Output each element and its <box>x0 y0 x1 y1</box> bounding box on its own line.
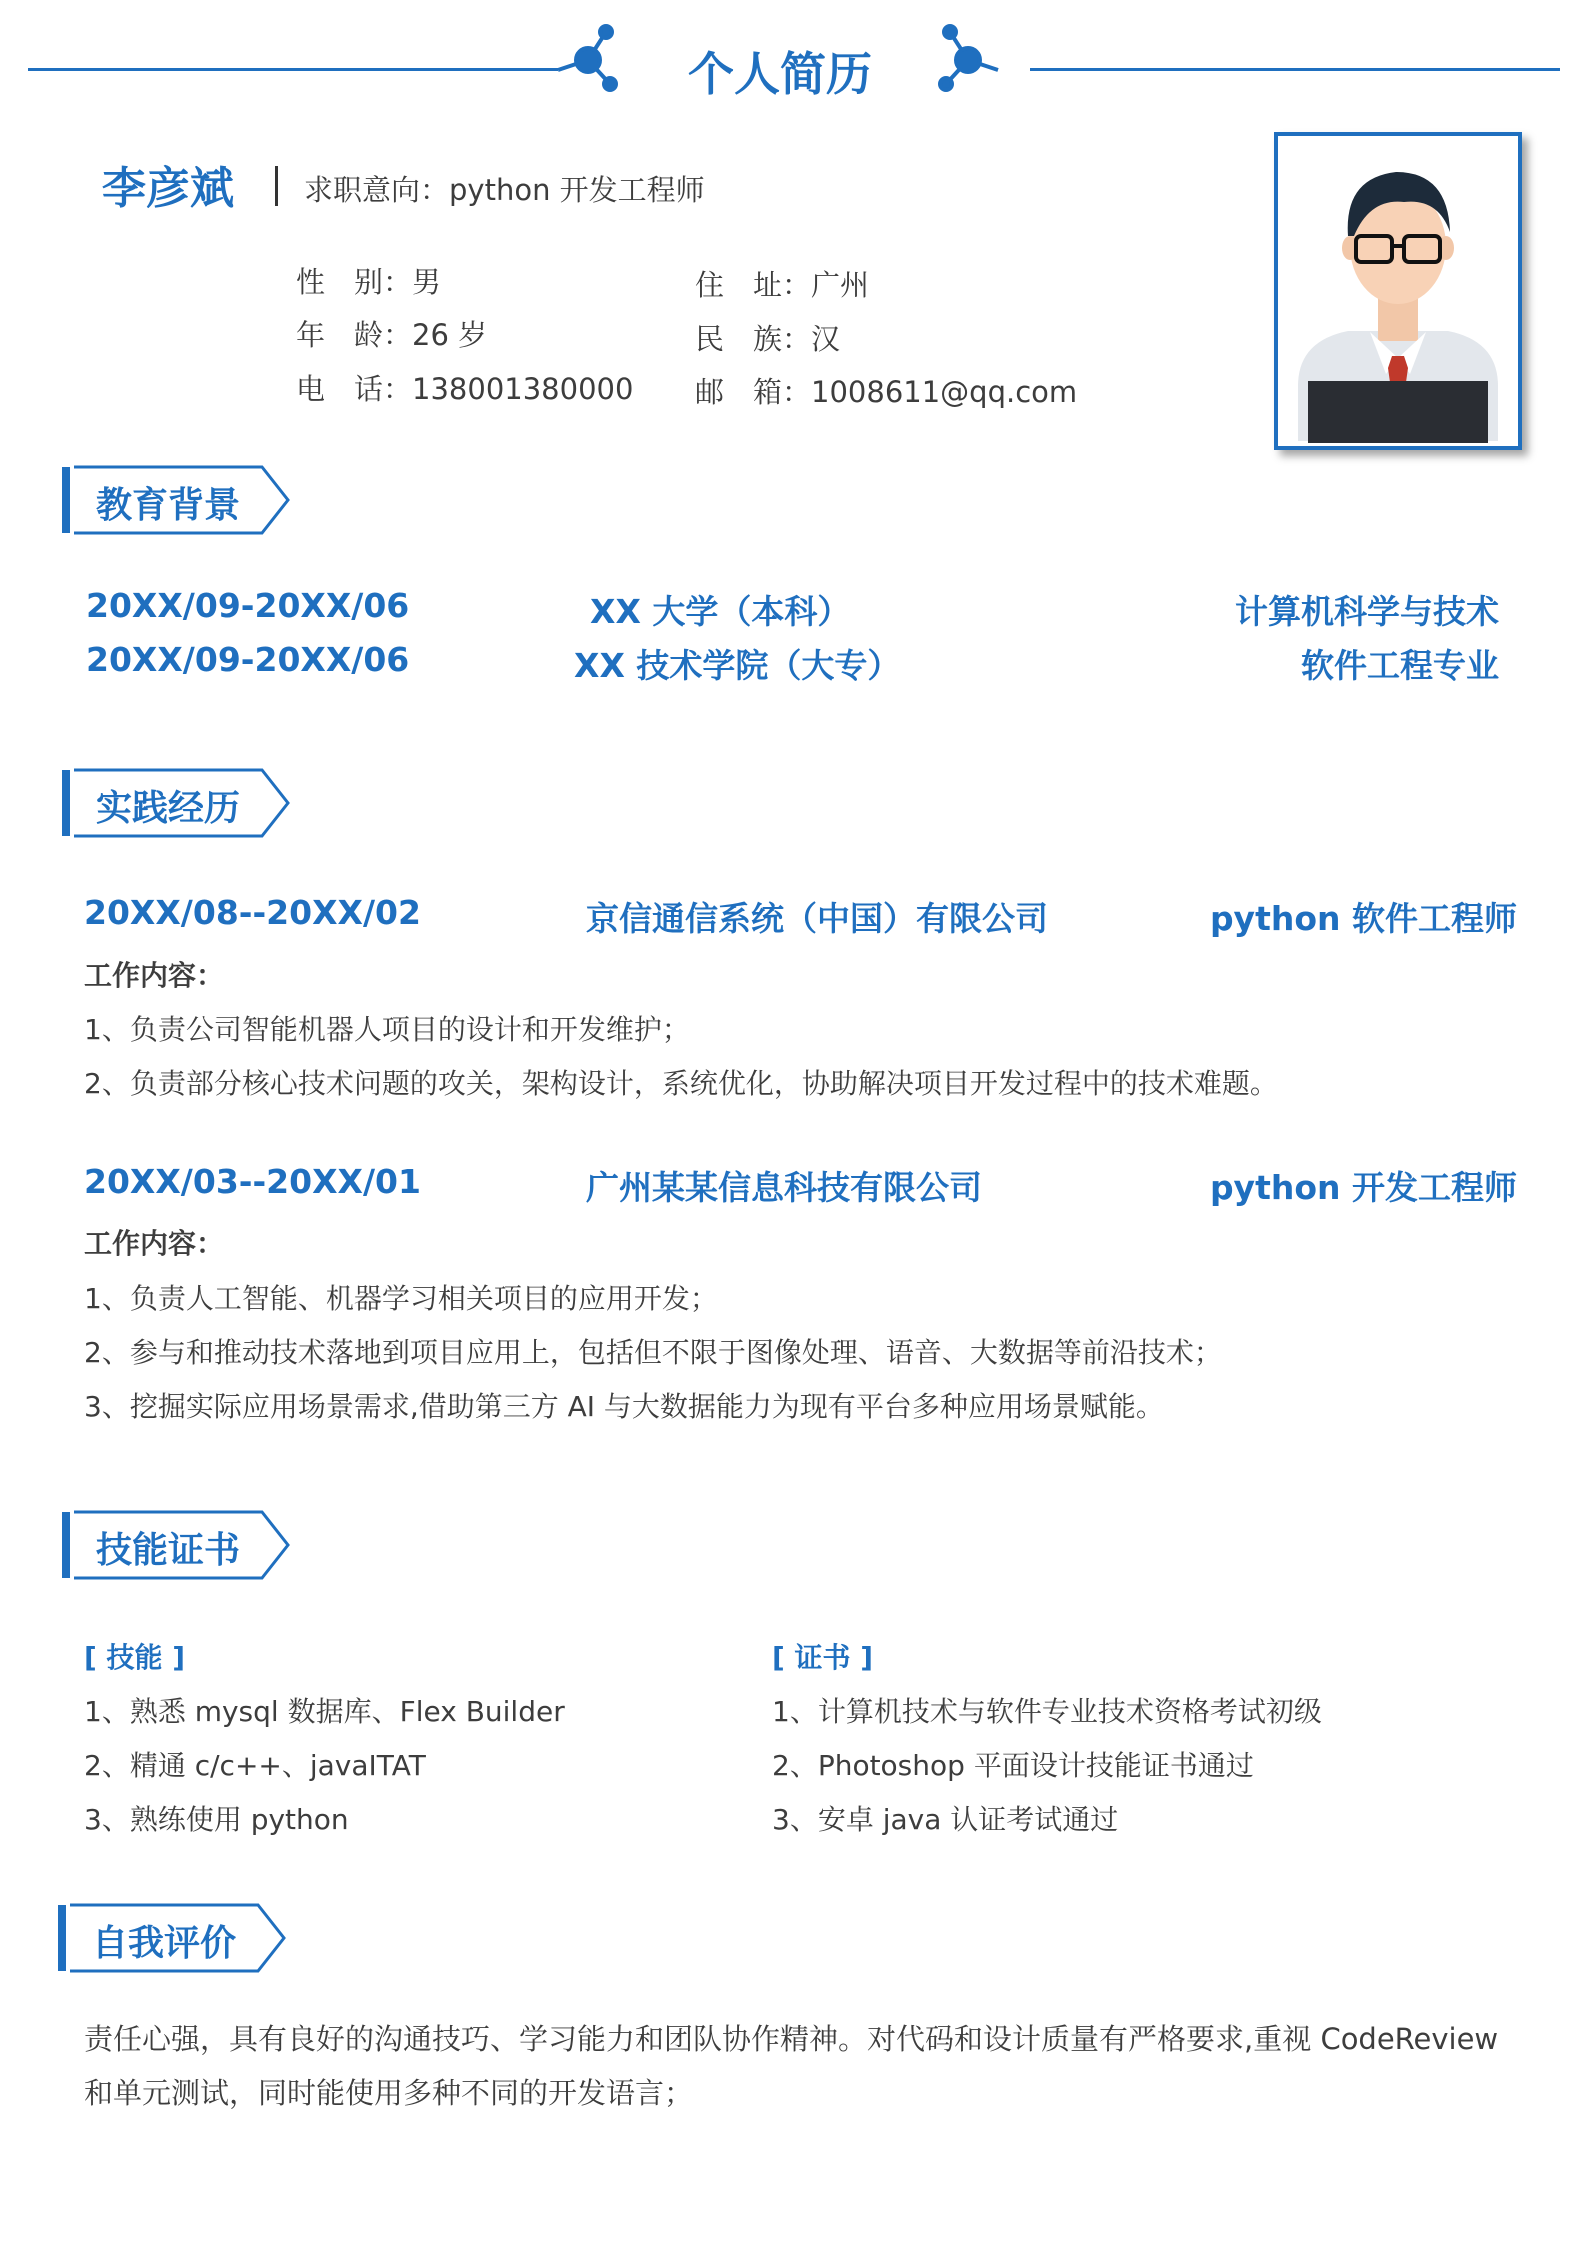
job-role-2: python 开发工程师 <box>1209 1168 1517 1207</box>
cert-item: 3、安卓 java 认证考试通过 <box>772 1803 1119 1836</box>
address-row <box>695 263 869 304</box>
job-content-label-1: 工作内容： <box>84 959 225 992</box>
ethnicity-label: 民 族： <box>695 322 812 356</box>
job-company-2: 广州某某信息科技有限公司 <box>586 1168 982 1207</box>
age-label: 年 龄： <box>296 318 413 352</box>
candidate-name: 李彦斌 <box>102 163 234 214</box>
age-value: 26 岁 <box>412 318 488 352</box>
section-header-skills <box>62 1510 302 1580</box>
job-item: 2、负责部分核心技术问题的攻关，架构设计，系统优化，协助解决项目开发过程中的技术难题。 <box>84 1067 1278 1100</box>
certs-subheading: [ 证书 ] <box>772 1641 874 1674</box>
section-header-self-eval <box>58 1903 298 1973</box>
address-value: 广州 <box>811 268 870 302</box>
age-row <box>296 313 487 354</box>
phone-row <box>296 367 633 408</box>
gender-value: 男 <box>412 265 442 299</box>
skill-item: 1、熟悉 mysql 数据库、Flex Builder <box>84 1695 565 1728</box>
section-title: 技能证书 <box>96 1530 241 1571</box>
gender-label: 性 别： <box>296 265 413 299</box>
gender-row <box>296 260 441 301</box>
job-item: 2、参与和推动技术落地到项目应用上，包括但不限于图像处理、语音、大数据等前沿技术； <box>84 1336 1222 1369</box>
job-intent-label: 求职意向： <box>304 173 450 207</box>
edu-school-1: XX 大学（本科） <box>590 592 851 631</box>
ethnicity-row <box>695 317 840 358</box>
email-row <box>695 370 1077 411</box>
section-title: 实践经历 <box>96 788 241 829</box>
molecule-icon-right <box>928 22 1008 94</box>
edu-period-2: 20XX/09-20XX/06 <box>86 640 410 679</box>
job-item: 3、挖掘实际应用场景需求,借助第三方 AI 与大数据能力为现有平台多种应用场景赋能。 <box>84 1390 1164 1423</box>
skill-item: 3、熟练使用 python <box>84 1803 349 1836</box>
edu-major-2: 软件工程专业 <box>1301 646 1499 685</box>
job-item: 1、负责人工智能、机器学习相关项目的应用开发； <box>84 1282 718 1315</box>
job-intent <box>304 168 705 209</box>
address-label: 住 址： <box>695 268 812 302</box>
edu-period-1: 20XX/09-20XX/06 <box>86 586 410 625</box>
profile-photo <box>1274 132 1522 450</box>
phone-value: 138001380000 <box>412 372 634 406</box>
job-intent-value: python 开发工程师 <box>449 173 705 207</box>
page-title: 个人简历 <box>688 47 872 101</box>
section-title: 教育背景 <box>96 485 241 526</box>
header-line-left <box>28 68 558 71</box>
edu-major-1: 计算机科学与技术 <box>1235 592 1499 631</box>
job-period-2: 20XX/03--20XX/01 <box>84 1162 421 1201</box>
job-content-label-2: 工作内容： <box>84 1227 225 1260</box>
job-company-1: 京信通信系统（中国）有限公司 <box>586 899 1048 938</box>
section-header-education <box>62 465 302 535</box>
phone-label: 电 话： <box>296 372 413 406</box>
self-eval-text: 责任心强，具有良好的沟通技巧、学习能力和团队协作精神。对代码和设计质量有严格要求,重视 CodeReview 和单元测试，同时能使用多种不同的开发语言； <box>84 2022 1499 2110</box>
job-item: 1、负责公司智能机器人项目的设计和开发维护； <box>84 1013 690 1046</box>
ethnicity-value: 汉 <box>811 322 841 356</box>
job-role-1: python 软件工程师 <box>1209 899 1517 938</box>
name-divider <box>275 166 278 206</box>
section-header-experience <box>62 768 302 838</box>
edu-school-2: XX 技术学院（大专） <box>574 646 901 685</box>
avatar-icon <box>1278 136 1518 446</box>
email-value: 1008611@qq.com <box>811 375 1078 409</box>
section-title: 自我评价 <box>92 1923 237 1964</box>
email-label: 邮 箱： <box>695 375 812 409</box>
header-line-right <box>1030 68 1560 71</box>
cert-item: 2、Photoshop 平面设计技能证书通过 <box>772 1749 1254 1782</box>
skill-item: 2、精通 c/c++、javaITAT <box>84 1749 426 1782</box>
molecule-icon-left <box>548 22 628 94</box>
cert-item: 1、计算机技术与软件专业技术资格考试初级 <box>772 1695 1322 1728</box>
job-period-1: 20XX/08--20XX/02 <box>84 893 421 932</box>
skills-subheading: [ 技能 ] <box>84 1641 186 1674</box>
